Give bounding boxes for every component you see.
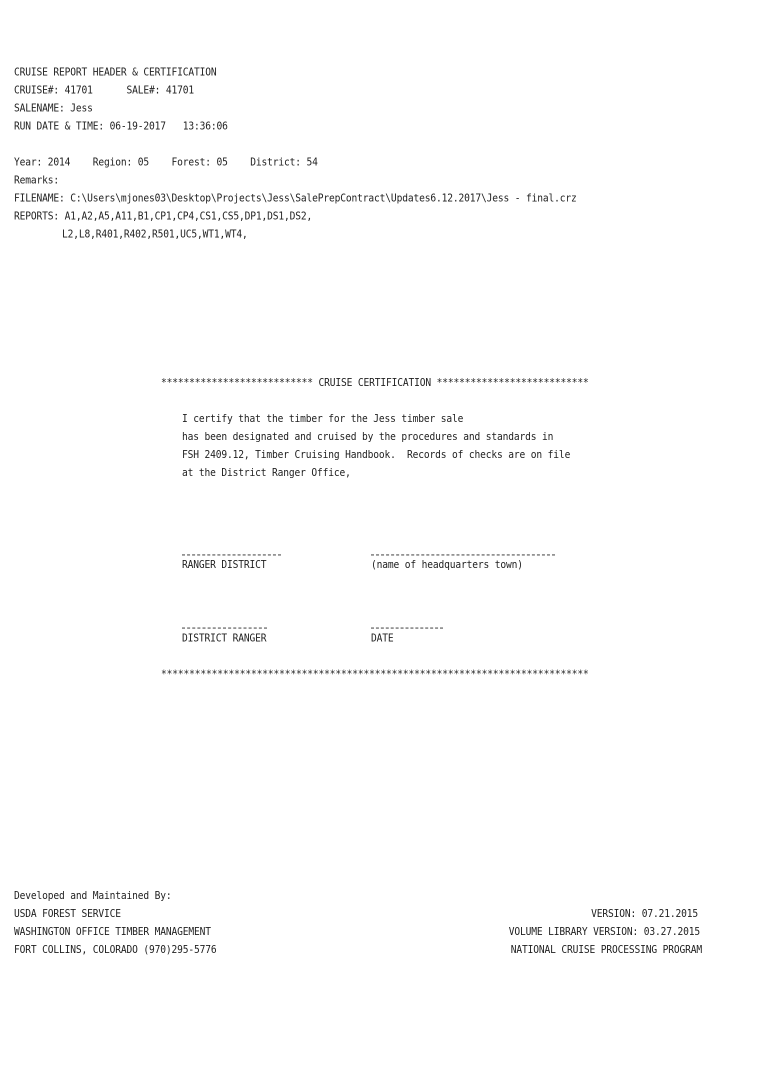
date-label: DATE: [371, 632, 394, 645]
address-line: FORT COLLINS, COLORADO (970)295-5776: [14, 944, 217, 957]
reports-line-2: L2,L8,R401,R402,R501,UC5,WT1,WT4,: [62, 228, 248, 241]
agency-line: USDA FOREST SERVICE: [14, 908, 121, 921]
district-ranger-label: DISTRICT RANGER: [182, 632, 267, 645]
district-ranger-signature-line: [182, 628, 267, 630]
reports-line-1: REPORTS: A1,A2,A5,A11,B1,CP1,CP4,CS1,CS5,DP1,DS1,DS2,: [14, 210, 313, 223]
certification-text-4: at the District Ranger Office,: [182, 467, 351, 480]
remarks-line: Remarks:: [14, 174, 60, 187]
year-region-line: Year: 2014 Region: 05 Forest: 05 District: 54: [14, 156, 318, 169]
certification-closing-rule: ****************************************************************************: [161, 668, 589, 681]
certification-text-2: has been designated and cruised by the procedures and standards in: [182, 431, 554, 444]
version-line: VERSION: 07.21.2015: [591, 908, 698, 921]
developed-by-line: Developed and Maintained By:: [14, 890, 172, 903]
date-signature-line: [371, 628, 443, 630]
volume-library-version-line: VOLUME LIBRARY VERSION: 03.27.2015: [508, 926, 700, 939]
certification-text-1: I certify that the timber for the Jess timber sale: [182, 413, 464, 426]
hq-town-signature-line: [371, 554, 555, 556]
cruise-sale-line: CRUISE#: 41701 SALE#: 41701: [14, 84, 195, 97]
program-line: NATIONAL CRUISE PROCESSING PROGRAM: [510, 944, 702, 957]
ranger-district-label: RANGER DISTRICT: [182, 559, 267, 572]
certification-banner: *************************** CRUISE CERTIFICATION ***************************: [161, 377, 589, 390]
ranger-district-signature-line: [182, 554, 281, 556]
office-line: WASHINGTON OFFICE TIMBER MANAGEMENT: [14, 926, 211, 939]
filename-line: FILENAME: C:\Users\mjones03\Desktop\Projects\Jess\SalePrepContract\Updates6.12.2017\Jess - final.crz: [14, 192, 577, 205]
report-title: CRUISE REPORT HEADER & CERTIFICATION: [14, 66, 217, 79]
hq-town-label: (name of headquarters town): [371, 559, 523, 572]
salename-line: SALENAME: Jess: [14, 102, 93, 115]
certification-text-3: FSH 2409.12, Timber Cruising Handbook. Records of checks are on file: [182, 449, 571, 462]
run-date-line: RUN DATE & TIME: 06-19-2017 13:36:06: [14, 120, 228, 133]
